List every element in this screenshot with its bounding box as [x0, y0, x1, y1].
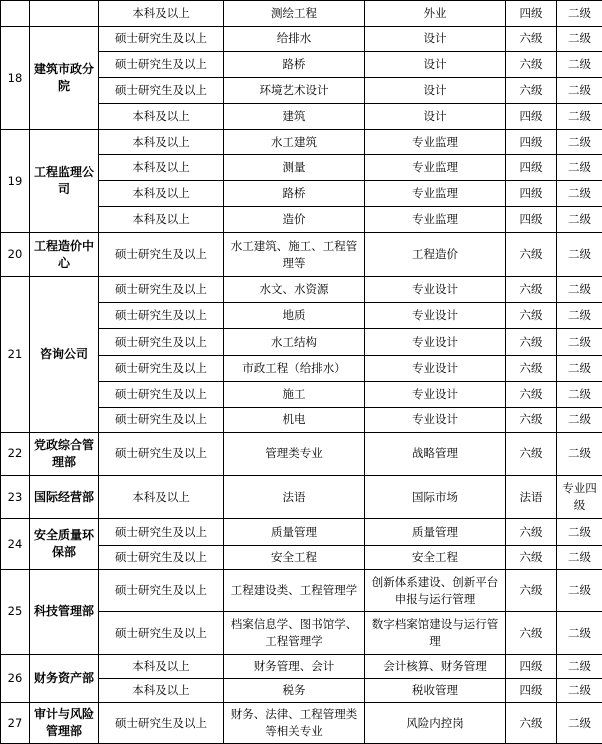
- direction-cell: 专业监理: [365, 130, 506, 154]
- major-cell: 水工建筑、施工、工程管理等: [224, 233, 365, 276]
- computer-level-cell: 二级: [557, 355, 602, 381]
- direction-cell: 专业监理: [365, 180, 506, 206]
- major-cell: 安全工程: [224, 545, 365, 569]
- department-cell: 审计与风险管理部: [30, 703, 99, 744]
- english-level-cell: 六级: [506, 355, 557, 381]
- direction-cell: 风险内控岗: [365, 703, 506, 744]
- education-cell: 硕士研究生及以上: [99, 329, 224, 355]
- major-cell: 地质: [224, 303, 365, 329]
- direction-cell: 创新体系建设、创新平台申报与运行管理: [365, 570, 506, 612]
- table-row: [1, 432, 602, 475]
- row-number: 25: [1, 570, 30, 655]
- row-number: 27: [1, 703, 30, 744]
- computer-level-cell: 二级: [557, 382, 602, 408]
- direction-cell: 专业监理: [365, 207, 506, 233]
- computer-level-cell: 二级: [557, 130, 602, 154]
- department-cell: [30, 1, 99, 27]
- computer-level-cell: 二级: [557, 654, 602, 678]
- computer-level-cell: 二级: [557, 303, 602, 329]
- education-cell: 硕士研究生及以上: [99, 519, 224, 545]
- direction-cell: 安全工程: [365, 545, 506, 569]
- english-level-cell: 六级: [506, 276, 557, 302]
- education-cell: 本科及以上: [99, 476, 224, 519]
- computer-level-cell: 二级: [557, 77, 602, 103]
- row-number: 26: [1, 654, 30, 703]
- computer-level-cell: 二级: [557, 679, 602, 703]
- major-cell: 环境艺术设计: [224, 77, 365, 103]
- major-cell: 市政工程（给排水）: [224, 355, 365, 381]
- english-level-cell: 四级: [506, 654, 557, 678]
- department-cell: 安全质量环保部: [30, 519, 99, 570]
- english-level-cell: 六级: [506, 329, 557, 355]
- major-cell: 机电: [224, 408, 365, 432]
- education-cell: 硕士研究生及以上: [99, 570, 224, 612]
- education-cell: 本科及以上: [99, 207, 224, 233]
- computer-level-cell: 二级: [557, 703, 602, 744]
- major-cell: 质量管理: [224, 519, 365, 545]
- row-number: 20: [1, 233, 30, 276]
- department-cell: 财务资产部: [30, 654, 99, 703]
- major-cell: 水工结构: [224, 329, 365, 355]
- education-cell: 硕士研究生及以上: [99, 408, 224, 432]
- computer-level-cell: 二级: [557, 233, 602, 276]
- direction-cell: 专业设计: [365, 276, 506, 302]
- computer-level-cell: 二级: [557, 51, 602, 77]
- computer-level-cell: 二级: [557, 1, 602, 27]
- direction-cell: 专业设计: [365, 408, 506, 432]
- education-cell: 硕士研究生及以上: [99, 355, 224, 381]
- department-cell: 国际经营部: [30, 476, 99, 519]
- computer-level-cell: 二级: [557, 545, 602, 569]
- major-cell: 法语: [224, 476, 365, 519]
- table-body: [1, 1, 602, 744]
- education-cell: 硕士研究生及以上: [99, 612, 224, 654]
- row-number: 18: [1, 27, 30, 130]
- direction-cell: 设计: [365, 27, 506, 51]
- department-cell: 建筑市政分院: [30, 27, 99, 130]
- education-cell: 本科及以上: [99, 130, 224, 154]
- major-cell: 档案信息学、图书馆学、工程管理学: [224, 612, 365, 654]
- computer-level-cell: 二级: [557, 27, 602, 51]
- english-level-cell: 六级: [506, 408, 557, 432]
- direction-cell: 数字档案馆建设与运行管理: [365, 612, 506, 654]
- education-cell: 硕士研究生及以上: [99, 27, 224, 51]
- english-level-cell: 六级: [506, 51, 557, 77]
- table-row: [1, 654, 602, 678]
- major-cell: 工程建设类、工程管理学: [224, 570, 365, 612]
- table-row: [1, 276, 602, 302]
- major-cell: 水工建筑: [224, 130, 365, 154]
- major-cell: 给排水: [224, 27, 365, 51]
- english-level-cell: 四级: [506, 1, 557, 27]
- table-row: [1, 1, 602, 27]
- english-level-cell: 四级: [506, 104, 557, 130]
- direction-cell: 质量管理: [365, 519, 506, 545]
- table-row: [1, 233, 602, 276]
- computer-level-cell: 二级: [557, 329, 602, 355]
- computer-level-cell: 二级: [557, 570, 602, 612]
- major-cell: 测绘工程: [224, 1, 365, 27]
- education-cell: 本科及以上: [99, 679, 224, 703]
- education-cell: 硕士研究生及以上: [99, 545, 224, 569]
- row-number: 23: [1, 476, 30, 519]
- computer-level-cell: 二级: [557, 154, 602, 180]
- english-level-cell: 六级: [506, 703, 557, 744]
- english-level-cell: 六级: [506, 382, 557, 408]
- department-cell: 咨询公司: [30, 276, 99, 432]
- major-cell: 路桥: [224, 51, 365, 77]
- education-cell: 本科及以上: [99, 180, 224, 206]
- row-number: 22: [1, 432, 30, 475]
- english-level-cell: 六级: [506, 432, 557, 475]
- department-cell: 工程监理公司: [30, 130, 99, 233]
- major-cell: 财务、法律、工程管理类等相关专业: [224, 703, 365, 744]
- major-cell: 管理类专业: [224, 432, 365, 475]
- direction-cell: 专业设计: [365, 382, 506, 408]
- english-level-cell: 六级: [506, 303, 557, 329]
- english-level-cell: 六级: [506, 545, 557, 569]
- table-row: [1, 519, 602, 545]
- english-level-cell: 六级: [506, 519, 557, 545]
- education-cell: 硕士研究生及以上: [99, 303, 224, 329]
- computer-level-cell: 二级: [557, 104, 602, 130]
- major-cell: 财务管理、会计: [224, 654, 365, 678]
- computer-level-cell: 二级: [557, 432, 602, 475]
- direction-cell: 设计: [365, 77, 506, 103]
- education-cell: 本科及以上: [99, 104, 224, 130]
- department-cell: 工程造价中心: [30, 233, 99, 276]
- major-cell: 施工: [224, 382, 365, 408]
- direction-cell: 战略管理: [365, 432, 506, 475]
- table-row: [1, 130, 602, 154]
- direction-cell: 设计: [365, 104, 506, 130]
- direction-cell: 会计核算、财务管理: [365, 654, 506, 678]
- row-number: 24: [1, 519, 30, 570]
- major-cell: 水文、水资源: [224, 276, 365, 302]
- english-level-cell: 六级: [506, 27, 557, 51]
- major-cell: 造价: [224, 207, 365, 233]
- computer-level-cell: 专业四级: [557, 476, 602, 519]
- education-cell: 本科及以上: [99, 154, 224, 180]
- major-cell: 路桥: [224, 180, 365, 206]
- department-cell: 党政综合管理部: [30, 432, 99, 475]
- english-level-cell: 四级: [506, 679, 557, 703]
- education-cell: 硕士研究生及以上: [99, 703, 224, 744]
- direction-cell: 设计: [365, 51, 506, 77]
- direction-cell: 专业设计: [365, 303, 506, 329]
- direction-cell: 专业设计: [365, 329, 506, 355]
- direction-cell: 税收管理: [365, 679, 506, 703]
- major-cell: 税务: [224, 679, 365, 703]
- direction-cell: 国际市场: [365, 476, 506, 519]
- education-cell: 硕士研究生及以上: [99, 233, 224, 276]
- computer-level-cell: 二级: [557, 276, 602, 302]
- computer-level-cell: 二级: [557, 612, 602, 654]
- department-cell: 科技管理部: [30, 570, 99, 655]
- computer-level-cell: 二级: [557, 207, 602, 233]
- direction-cell: 专业设计: [365, 355, 506, 381]
- table-row: [1, 476, 602, 519]
- english-level-cell: 四级: [506, 207, 557, 233]
- education-cell: 硕士研究生及以上: [99, 77, 224, 103]
- education-cell: 硕士研究生及以上: [99, 51, 224, 77]
- computer-level-cell: 二级: [557, 519, 602, 545]
- english-level-cell: 四级: [506, 180, 557, 206]
- education-cell: 硕士研究生及以上: [99, 382, 224, 408]
- english-level-cell: 法语: [506, 476, 557, 519]
- english-level-cell: 四级: [506, 130, 557, 154]
- table-row: [1, 570, 602, 612]
- direction-cell: 外业: [365, 1, 506, 27]
- row-number: 21: [1, 276, 30, 432]
- row-number: [1, 1, 30, 27]
- english-level-cell: 四级: [506, 154, 557, 180]
- row-number: 19: [1, 130, 30, 233]
- table-row: [1, 703, 602, 744]
- education-cell: 硕士研究生及以上: [99, 276, 224, 302]
- english-level-cell: 六级: [506, 77, 557, 103]
- english-level-cell: 六级: [506, 570, 557, 612]
- english-level-cell: 六级: [506, 612, 557, 654]
- education-cell: 本科及以上: [99, 654, 224, 678]
- major-cell: 测量: [224, 154, 365, 180]
- major-cell: 建筑: [224, 104, 365, 130]
- direction-cell: 工程造价: [365, 233, 506, 276]
- direction-cell: 专业监理: [365, 154, 506, 180]
- table-row: [1, 27, 602, 51]
- english-level-cell: 六级: [506, 233, 557, 276]
- computer-level-cell: 二级: [557, 408, 602, 432]
- education-cell: 本科及以上: [99, 1, 224, 27]
- education-cell: 硕士研究生及以上: [99, 432, 224, 475]
- computer-level-cell: 二级: [557, 180, 602, 206]
